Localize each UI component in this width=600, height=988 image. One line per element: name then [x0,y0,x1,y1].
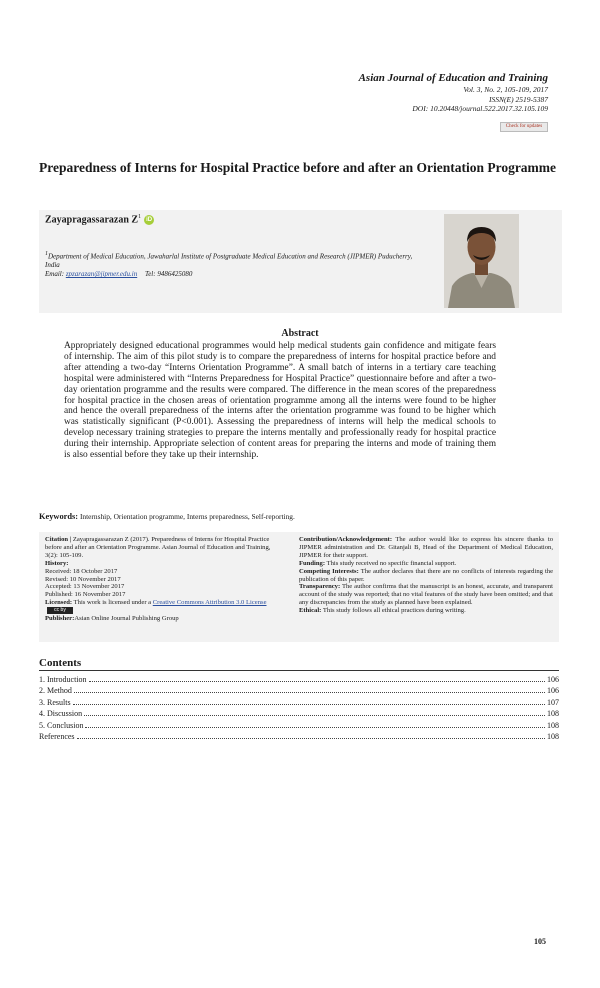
journal-doi[interactable]: DOI: 10.20448/journal.522.2017.32.105.109 [412,104,548,113]
abstract-text: Appropriately designed educational programmes would help medical students gain confidence and mitigate fears of internship. The aim of this pilot study is to compare the preparedness of interns for hospital practice before and after attending a two-day “Interns Orientation Programme”. A small batch of interns in a tertiary care teaching hospital were administered with “Interns Preparedness for Hospital Practice” questionnaire before and after a two-day orientation programme and the results were compared. The difference in the mean scores of the preparedness for hospital practice in the chosen areas of orientation programme among all the interns were found to be higher and hence the overall preparedness of the interns after the orientation programme was found to be higher which was statistically significant (P<0.001). Assessing the preparedness of interns will help the medical schools to develop necessary training strategies to prepare the interns mentally and professionally ready for hospital practice during their internship. Appropriate selection of content areas for preparing the interns and mode of training them is also essential before they take up their internship. [64,341,496,461]
toc-item[interactable] [39,674,559,685]
toc-item-page: 106 [547,675,559,684]
published-date: Published: 16 November 2017 [45,591,126,599]
author-line [45,214,154,225]
toc-item-page: 108 [547,720,559,730]
toc-item[interactable] [39,685,559,696]
accepted-date: Accepted: 13 November 2017 [45,583,125,591]
publisher [45,615,273,623]
journal-issn: ISSN(E) 2519-5387 [489,94,548,104]
journal-volume: Vol. 3, No. 2, 105-109, 2017 [463,85,548,94]
ethical: Ethical: This study follows all ethical practices during writing. [299,607,466,615]
toc-item[interactable] [39,697,559,708]
journal-header [359,72,548,132]
publisher-text: Asian Online Journal Publishing Group [74,615,179,623]
toc-item-label: 3. Results [39,697,71,707]
toc-leader [89,681,545,682]
paper-title: Preparedness of Interns for Hospital Practice before and after an Orientation Programme [39,160,557,175]
licensed-label: Licensed: [45,599,73,607]
affiliation-superscript: 1 [45,251,48,257]
funding: Funding: This study received no specific financial support. [299,559,457,567]
article-info-right [299,536,553,615]
contact-line [45,270,192,278]
author-photo-frame [423,210,562,313]
toc-leader [74,692,545,693]
toc-item-label: References [39,732,75,742]
journal-name: Asian Journal of Education and Training [358,72,548,84]
toc-item[interactable] [39,731,559,742]
tel-label: Tel: [144,270,156,278]
citation [45,536,273,560]
toc-item-page: 108 [547,709,559,719]
email-label: Email: [45,270,65,278]
page-number: 105 [534,937,546,946]
keywords-text: Internship, Orientation programme, Interns preparedness, Self-reporting. [79,512,295,521]
toc-leader [84,715,545,716]
toc-item-label: 4. Discussion [39,709,83,719]
email-link[interactable]: zpzarazan@jipmer.edu.in [65,270,138,278]
toc-item-page: 107 [547,697,559,707]
tel-value: 9486425080 [157,270,193,278]
toc-item-page: 108 [547,732,559,742]
table-of-contents [39,657,559,742]
article-info-box [39,532,559,642]
abstract-heading: Abstract [281,328,319,339]
article-info-left [45,536,273,623]
author-block [39,210,423,313]
contribution: Contribution/Acknowledgement: The author would like to express his sincere thanks to JIPMER administration and Dr. Gitanjali B, Head of the Department of Medical Education, JIPMER for their support. [299,536,553,559]
license-link[interactable]: Creative Commons Attribution 3.0 License [152,599,267,607]
affiliation [45,250,417,270]
toc-item-label: 1. Introduction [39,675,87,684]
contents-heading: Contents [39,657,559,671]
toc-item-label: 5. Conclusion [39,720,84,730]
toc-leader [85,727,545,728]
toc-item[interactable] [39,720,559,731]
crossref-badge[interactable]: Check for updates [500,122,548,132]
author-superscript: 1 [138,214,142,220]
license [45,599,273,615]
revised-date: Revised: 10 November 2017 [45,575,121,583]
toc-leader [77,738,545,739]
toc-item[interactable] [39,708,559,719]
author-photo [444,214,519,308]
toc-leader [73,704,545,705]
transparency: Transparency: The author confirms that the manuscript is an honest, accurate, and transparent account of the study was reported; that no vital features of the study have been omitted; and that any discrepancies from the study as planned have been explained. [299,583,553,607]
toc-item-page: 106 [547,686,559,696]
affiliation-text: Department of Medical Education, Jawaharlal Institute of Postgraduate Medical Education and Research (JIPMER) Puducherry, India [45,252,413,270]
keywords [39,512,559,521]
received-date: Received: 18 October 2017 [45,567,118,575]
toc-item-label: 2. Method [39,686,72,696]
orcid-icon[interactable]: iD [146,217,153,224]
citation-text: Zayapragassarazan Z (2017). Preparedness of Interns for Hospital Practice before and after an Orientation Programme. Asian Journal of Education and Training, 3(2): 105-109. [45,536,271,559]
keywords-label: Keywords: [39,512,79,521]
history-heading: History: [45,559,69,567]
cc-by-icon[interactable]: cc by [47,607,73,614]
competing-interests: Competing Interests: The author declares that there are no conflicts of interests regarding the publication of this paper. [299,567,554,583]
licensed-text: This work is licensed under a [73,599,152,607]
author-name: Zayapragassarazan Z [45,214,139,226]
publisher-label: Publisher: [45,615,75,623]
citation-label: Citation | [45,536,72,543]
